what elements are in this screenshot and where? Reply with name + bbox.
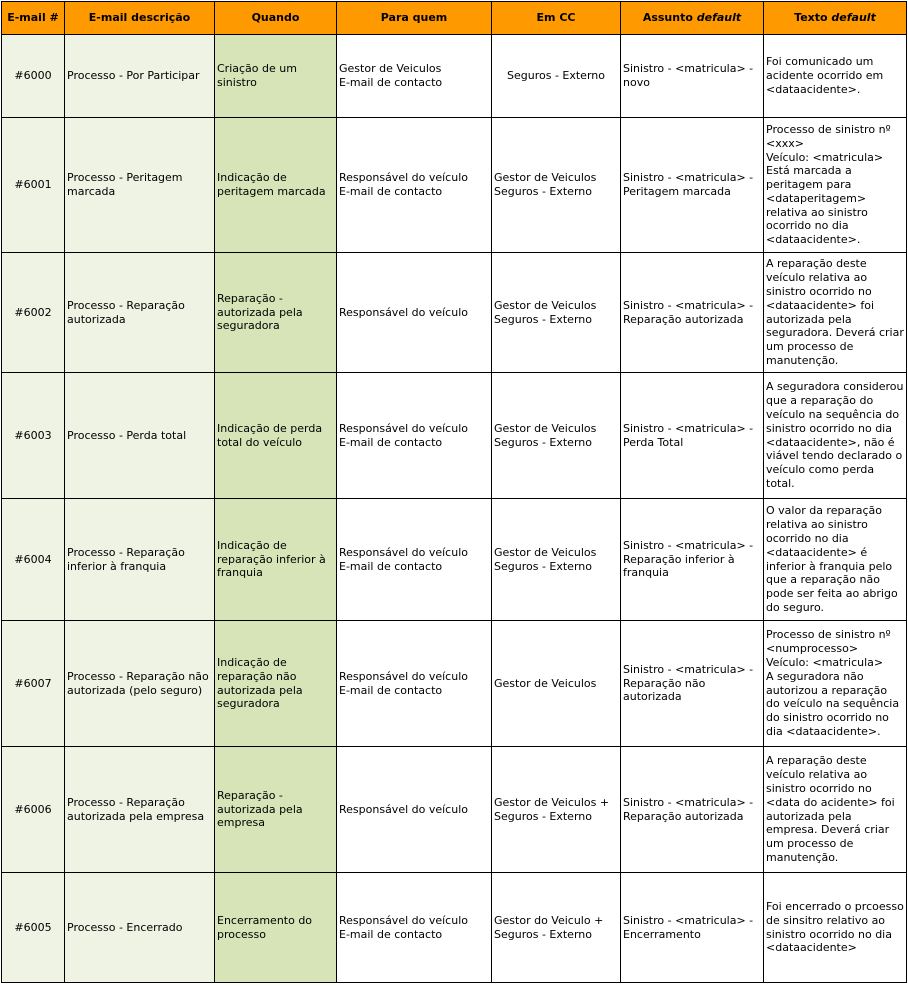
header-subject-default: default xyxy=(696,11,742,25)
text-cell xyxy=(764,499,907,621)
recipient-cell xyxy=(337,253,492,373)
text-cell xyxy=(764,747,907,873)
when-cell: Indicação de perda total do veículo xyxy=(215,373,337,499)
email-number-cell: #6001 xyxy=(2,118,65,253)
text-cell xyxy=(764,621,907,747)
subject-cell: Sinistro - <matricula> - Encerramento xyxy=(621,873,764,983)
recipient-text: Responsável do veículo xyxy=(339,305,468,319)
table-row xyxy=(2,873,907,983)
body-text: Processo de sinistro nº <numprocesso> Veículo: <matricula> A seguradora não autorizou a reparação do veículo na sequência do sinistro ocorrido no dia <dataacidente>. xyxy=(766,628,900,738)
recipient-text: Responsável do veículo xyxy=(339,802,468,816)
cc-text: Gestor de Veiculos Seguros - Externo xyxy=(494,421,597,449)
email-description-cell: Processo - Perda total xyxy=(65,373,215,499)
header-text-default: default xyxy=(831,11,876,25)
email-number-cell: #6000 xyxy=(2,35,65,118)
cc-cell xyxy=(492,873,621,983)
subject-cell: Sinistro - <matricula> - Reparação autorizada xyxy=(621,747,764,873)
recipient-cell xyxy=(337,747,492,873)
header-email-description: E-mail descrição xyxy=(65,2,215,35)
cc-cell xyxy=(492,499,621,621)
recipient-text: Responsável do veículo E-mail de contacto xyxy=(339,171,468,198)
recipient-text: Responsável do veículo E-mail de contacto xyxy=(339,545,468,573)
table-body xyxy=(2,35,907,983)
email-description-cell: Processo - Reparação autorizada pela empresa xyxy=(65,747,215,873)
body-text: O valor da reparação relativa ao sinistro ocorrido no dia <dataacidente> é inferior à franquia pelo que a reparação não pode ser feita ao abrigo do seguro. xyxy=(766,504,898,614)
cc-text: Gestor de Veiculos xyxy=(494,676,597,690)
email-number-cell: #6003 xyxy=(2,373,65,499)
body-text: A reparação deste veículo relativa ao sinistro ocorrido no <data do acidente> foi autorizada pela empresa. Deverá criar um processo de manutenção. xyxy=(766,754,895,864)
table-header xyxy=(2,2,907,35)
recipient-cell xyxy=(337,499,492,621)
recipient-cell xyxy=(337,873,492,983)
recipient-text: Responsável do veículo E-mail de contacto xyxy=(339,913,468,941)
email-description-cell: Processo - Peritagem marcada xyxy=(65,118,215,253)
cc-cell xyxy=(492,373,621,499)
text-cell xyxy=(764,873,907,983)
email-description-cell: Processo - Reparação inferior à franquia xyxy=(65,499,215,621)
subject-cell: Sinistro - <matricula> - Reparação inferior à franquia xyxy=(621,499,764,621)
table-row xyxy=(2,35,907,118)
text-cell xyxy=(764,118,907,253)
table-row xyxy=(2,118,907,253)
body-text: Foi encerrado o prcoesso de sinsitro relativo ao sinistro ocorrido no dia <dataacidente> xyxy=(766,899,904,955)
header-row xyxy=(2,2,907,35)
recipient-cell xyxy=(337,35,492,118)
cc-text: Gestor de Veiculos Seguros - Externo xyxy=(494,545,597,573)
email-description-cell: Processo - Reparação autorizada xyxy=(65,253,215,373)
email-number-cell: #6006 xyxy=(2,747,65,873)
text-cell xyxy=(764,253,907,373)
email-templates-table xyxy=(1,1,907,983)
when-cell: Reparação - autorizada pela seguradora xyxy=(215,253,337,373)
subject-cell: Sinistro - <matricula> - Perda Total xyxy=(621,373,764,499)
subject-cell: Sinistro - <matricula> - Reparação não autorizada xyxy=(621,621,764,747)
header-text xyxy=(764,2,907,35)
email-number-cell: #6005 xyxy=(2,873,65,983)
recipient-text: Responsável do veículo E-mail de contacto xyxy=(339,421,468,449)
table-row xyxy=(2,747,907,873)
table-row xyxy=(2,621,907,747)
header-when: Quando xyxy=(215,2,337,35)
cc-cell xyxy=(492,118,621,253)
cc-text: Gestor do Veiculo + Seguros - Externo xyxy=(494,913,604,941)
body-text: A reparação deste veículo relativa ao sinistro ocorrido no <dataacidente> foi autorizada pela seguradora. Deverá criar um processo de manutenção. xyxy=(766,257,904,367)
email-number-cell: #6002 xyxy=(2,253,65,373)
cc-cell xyxy=(492,621,621,747)
table-row xyxy=(2,499,907,621)
when-cell: Indicação de peritagem marcada xyxy=(215,118,337,253)
table-row xyxy=(2,253,907,373)
when-cell: Indicação de reparação não autorizada pela seguradora xyxy=(215,621,337,747)
email-description-cell: Processo - Encerrado xyxy=(65,873,215,983)
recipient-text: Responsável do veículo E-mail de contacto xyxy=(339,669,468,697)
cc-cell xyxy=(492,747,621,873)
header-subject xyxy=(621,2,764,35)
recipient-cell xyxy=(337,621,492,747)
recipient-cell xyxy=(337,373,492,499)
table-row xyxy=(2,373,907,499)
when-cell: Indicação de reparação inferior à franquia xyxy=(215,499,337,621)
cc-text: Gestor de Veiculos Seguros - Externo xyxy=(494,298,597,326)
header-email-number: E-mail # xyxy=(2,2,65,35)
recipient-cell xyxy=(337,118,492,253)
header-cc: Em CC xyxy=(492,2,621,35)
cc-text: Seguros - Externo xyxy=(507,69,605,83)
subject-cell: Sinistro - <matricula> - novo xyxy=(621,35,764,118)
header-recipient: Para quem xyxy=(337,2,492,35)
body-text: A seguradora considerou que a reparação do veículo na sequência do sinistro ocorrido no dia <dataacidente>, não é viável tendo declarado o veículo como perda total. xyxy=(766,380,904,490)
cc-cell xyxy=(492,253,621,373)
cc-cell xyxy=(492,35,621,118)
header-subject-label: Assunto xyxy=(642,11,697,25)
email-number-cell: #6004 xyxy=(2,499,65,621)
text-cell xyxy=(764,35,907,118)
subject-cell: Sinistro - <matricula> - Peritagem marcada xyxy=(621,118,764,253)
cc-text: Gestor de Veiculos Seguros - Externo xyxy=(494,171,597,198)
body-text: Foi comunicado um acidente ocorrido em <dataacidente>. xyxy=(766,55,884,96)
when-cell: Reparação - autorizada pela empresa xyxy=(215,747,337,873)
when-cell: Criação de um sinistro xyxy=(215,35,337,118)
subject-cell: Sinistro - <matricula> - Reparação autorizada xyxy=(621,253,764,373)
when-cell: Encerramento do processo xyxy=(215,873,337,983)
email-number-cell: #6007 xyxy=(2,621,65,747)
recipient-text: Gestor de Veiculos E-mail de contacto xyxy=(339,62,443,89)
email-description-cell: Processo - Reparação não autorizada (pelo seguro) xyxy=(65,621,215,747)
body-text: Processo de sinistro nº <xxx> Veículo: <matricula> Está marcada a peritagem para <dataperitagem> relativa ao sinistro ocorrido no dia <dataacidente>. xyxy=(766,122,891,247)
email-description-cell: Processo - Por Participar xyxy=(65,35,215,118)
header-text-label: Texto xyxy=(794,11,832,25)
text-cell xyxy=(764,373,907,499)
cc-text: Gestor de Veiculos + Seguros - Externo xyxy=(494,795,610,823)
